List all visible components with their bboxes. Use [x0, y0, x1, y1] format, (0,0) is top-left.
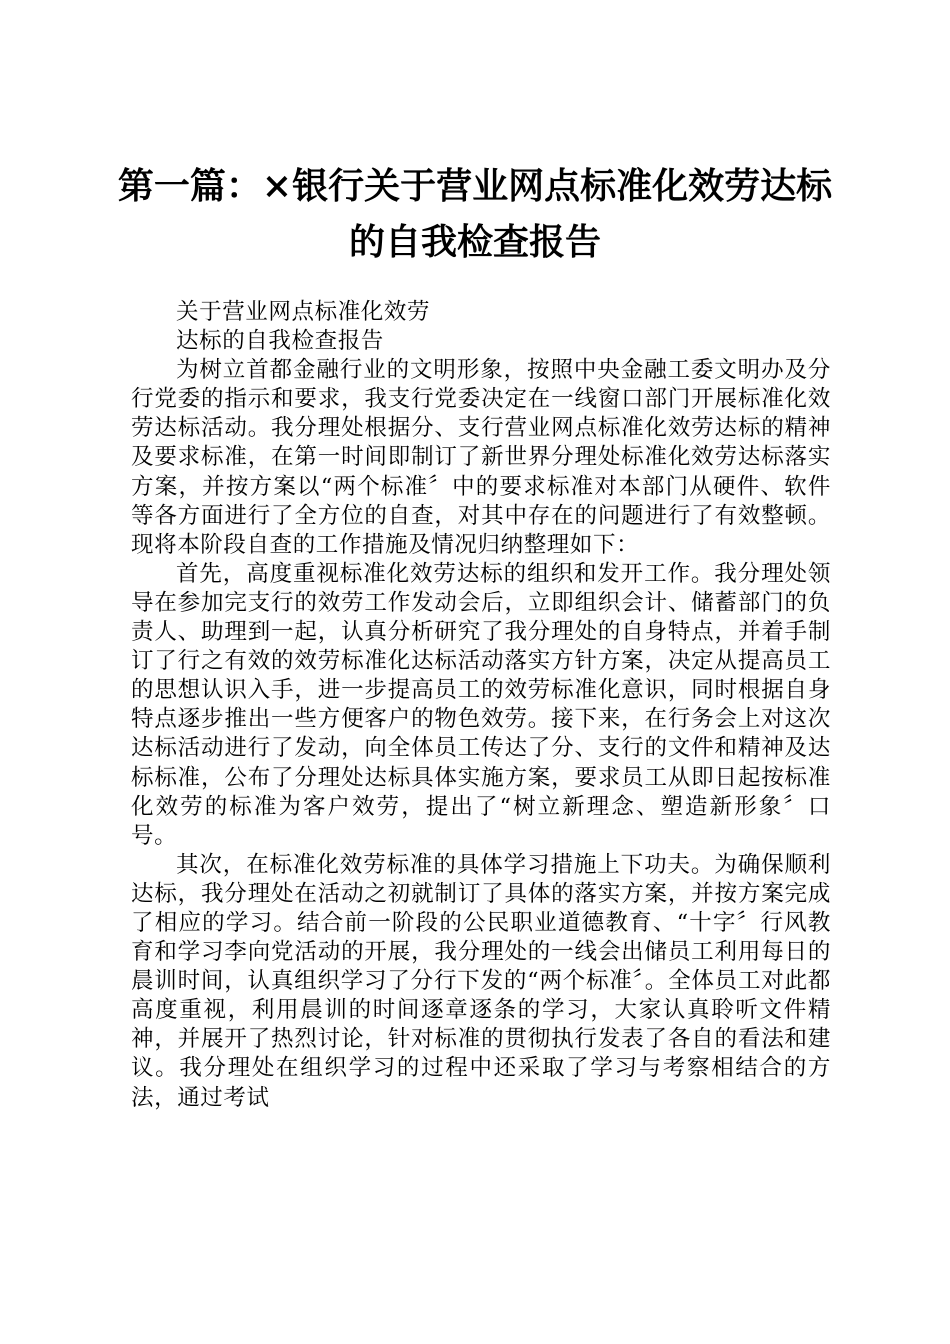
subtitle-line-1: 关于营业网点标准化效劳	[176, 299, 431, 325]
subtitle-line-2: 达标的自我检查报告	[176, 328, 384, 355]
document-body	[131, 298, 831, 1113]
paragraph-intro: 为树立首都金融行业的文明形象，按照中央金融工委文明办及分行党委的指示和要求，我支行党委决定在一线窗口部门开展标准化效劳达标活动。我分理处根据分、支行营业网点标准化效劳达标的精神及要求标准，在第一时间即制订了新世界分理处标准化效劳达标落实方案，并按方案以“两个标准〞中的要求标准对本部门从硬件、软件等各方面进行了全方位的自查，对其中存在的问题进行了有效整顿。现将本阶段自查的工作措施及情况归纳整理如下：	[131, 357, 831, 558]
paragraph-first: 首先，高度重视标准化效劳达标的组织和发开工作。我分理处领导在参加完支行的效劳工作发动会后，立即组织会计、储蓄部门的负责人、助理到一起，认真分析研究了我分理处的自身特点，并着手制订了行之有效的效劳标准化达标活动落实方针方案，决定从提高员工的思想认识入手，进一步提高员工的效劳标准化意识，同时根据自身特点逐步推出一些方便客户的物色效劳。接下来，在行务会上对这次达标活动进行了发动，向全体员工传达了分、支行的文件和精神及达标标准，公布了分理处达标具体实施方案，要求员工从即日起按标准化效劳的标准为客户效劳，提出了“树立新理念、塑造新形象〞口号。	[131, 560, 831, 849]
paragraph-second: 其次，在标准化效劳标准的具体学习措施上下功夫。为确保顺利达标，我分理处在活动之初就制订了具体的落实方案，并按方案完成了相应的学习。结合前一阶段的公民职业道德教育、“十字〞行风教育和学习李向党活动的开展，我分理处的一线会出储员工利用每日的晨训时间，认真组织学习了分行下发的“两个标准〞。全体员工对此都高度重视，利用晨训的时间逐章逐条的学习，大家认真聆听文件精神，并展开了热烈讨论，针对标准的贯彻执行发表了各自的看法和建议。我分理处在组织学习的过程中还采取了学习与考察相结合的方法，通过考试	[131, 851, 831, 1111]
document-title: 第一篇：×银行关于营业网点标准化效劳达标的自我检查报告	[117, 165, 833, 263]
